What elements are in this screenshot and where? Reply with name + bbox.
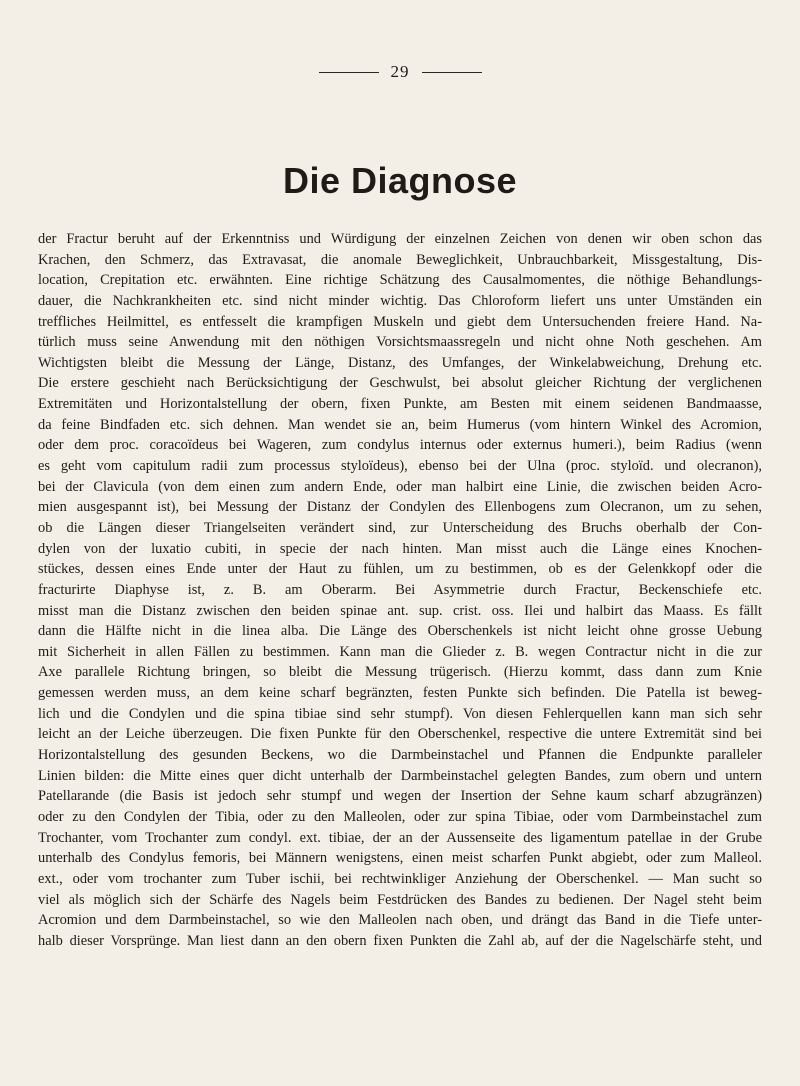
text-line: lich und die Condylen und die spina tibiae sind sehr stumpf). Von diesen Fehlerquellen kann man sich sehr [38,705,762,722]
text-line: dauer, die Nachkrankheiten etc. sind nicht minder wichtig. Das Chloroform liefert uns unter Umständen ein [38,292,762,309]
text-line: da feine Bindfaden etc. sich dehnen. Man wendet sie an, beim Humerus (vom hintern Winkel des Acromion, [38,416,762,433]
text-line: es geht vom capitulum radii zum processus styloïdeus), ebenso bei der Ulna (proc. styloïd. und olecranon), [38,458,762,475]
text-line: oder zu den Condylen der Tibia, oder zu den Malleolen, oder zur spina Tibiae, oder vom Darmbeinstachel zum [38,808,762,825]
text-line: Patellarande (die Basis ist jedoch sehr stumpf und wegen der Insertion der Sehne kaum scharf abzugränzen) [38,788,762,805]
text-line: Acromion und dem Darmbeinstachel, so wie den Malleolen nach oben, und drängt das Band in die Tiefe unter- [38,912,762,929]
text-line: leicht an der Leiche überzeugen. Die fixen Punkte für den Oberschenkel, respective die untere Extremität sind bei [38,726,762,743]
left-rule [319,72,379,73]
right-rule [422,72,482,73]
text-line: halb dieser Vorsprünge. Man liest dann an den obern fixen Punkten die Zahl ab, auf der die Nagelschärfe steht, und [38,932,762,949]
text-line: dylen von der luxatio cubiti, in specie der nach hinten. Man misst auch die Länge eines Knochen- [38,540,762,557]
text-line: fracturirte Diaphyse ist, z. B. am Oberarm. Bei Asymmetrie durch Fractur, Beckenschiefe etc. [38,581,762,598]
text-line: treffliches Heilmittel, es entfesselt die krampfigen Muskeln und giebt dem Untersuchenden freiere Hand. Na- [38,313,762,330]
page-number: 29 [390,62,410,81]
text-line: unterhalb des Condylus femoris, bei Männern wenigstens, einen meist scharfen Punkt abgiebt, oder zum Malleol. [38,850,762,867]
text-line: location, Crepitation etc. erwähnten. Eine richtige Schätzung des Causalmomentes, die nöthige Behandlungs- [38,272,762,289]
section-heading: Die Diagnose [282,160,518,201]
text-line: dann die Hälfte nicht in die linea alba. Die Länge des Oberschenkels ist nicht leicht ohne grosse Uebung [38,623,762,640]
text-line: Horizontalstellung des gesunden Beckens, wo die Darmbeinstachel und Pfannen die Endpunkte paralleler [38,747,762,764]
text-line: türlich muss seine Anwendung mit den nöthigen Vorsichtsmaassregeln und nicht ohne Noth geschehen. Am [38,334,762,351]
text-line: viel als möglich sich der Schärfe des Nagels beim Festdrücken des Bandes zu bedienen. Der Nagel steht beim [38,891,762,908]
text-line: mien ausgespannt ist), bei Messung der Distanz der Condylen des Ellenbogens zum Olecranon, um zu sehen, [38,499,762,516]
text-line: oder dem proc. coracoïdeus bei Wageren, zum condylus internus oder externus humeri.), beim Radius (wenn [38,437,762,454]
text-line: gemessen werden muss, an dem keine scharf begränzten, festen Punkte sich befinden. Die Patella ist beweg- [38,685,762,702]
text-line: stückes, dessen eines Ende unter der Haut zu fühlen, um zu bestimmen, ob es der Gelenkkopf oder die [38,561,762,578]
text-line: Axe parallele Richtung bringen, so bleibt die Messung trügerisch. (Hierzu kommt, dass dann zum Knie [38,664,762,681]
text-line: Trochanter, vom Trochanter zum condyl. ext. tibiae, der an der Aussenseite des ligamentum patellae in der Grube [38,829,762,846]
text-line: ext., oder vom trochanter zum Tuber ischii, bei rechtwinkliger Anziehung der Oberschenkel. — Man sucht so [38,870,762,887]
text-line: misst man die Distanz zwischen den beiden spinae ant. sup. crist. oss. Ilei und halbirt das Maass. Es fällt [38,602,762,619]
text-line: Linien bilden: die Mitte eines quer dicht unterhalb der Darmbeinstachel gelegten Bandes, zum obern und untern [38,767,762,784]
text-line: der Fractur beruht auf der Erkenntniss und Würdigung der einzelnen Zeichen von denen wir oben schon das [38,231,762,247]
text-line: Krachen, den Schmerz, das Extravasat, die anomale Beweglichkeit, Unbrauchbarkeit, Missgestaltung, Dis- [38,251,762,268]
text-line: mit Sicherheit in allen Fällen zu bestimmen. Kann man die Glieder z. B. wegen Contractur nicht in die zur [38,643,762,660]
text-line: Wichtigsten bleibt die Messung der Länge, Distanz, des Umfanges, der Winkelabweichung, Drehung etc. [38,354,762,371]
text-line: Extremitäten und Horizontalstellung der obern, fixen Punkte, am Besten mit einem seidenen Bandmaasse, [38,396,762,413]
page-number-row [0,62,800,82]
text-line: bei der Clavicula (von dem einen zum andern Ende, oder man halbirt eine Linie, die zwischen beiden Acro- [38,478,762,495]
text-line: ob die Längen dieser Triangelseiten verändert sind, zur Unterscheidung des Bruchs oberhalb der Con- [38,519,762,536]
body-text [38,229,762,951]
text-line: Die erstere geschieht nach Berücksichtigung der Geschwulst, bei absolut gleicher Richtung der verglichenen [38,375,762,392]
